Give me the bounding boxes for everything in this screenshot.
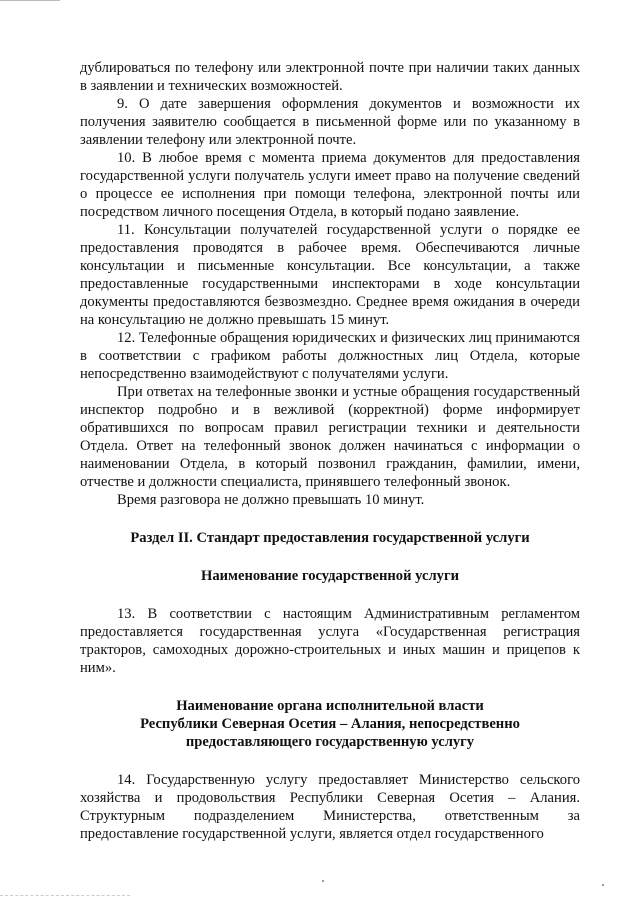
subheading-authority-line-3: предоставляющего государственную услугу	[185, 734, 475, 750]
spacer	[80, 677, 580, 697]
paragraph-12-phone-answers: При ответах на телефонные звонки и устные обращения государственный инспектор подробно и в вежливой (корректной) форме информирует обратившихся по вопросам правил регистрации техники и деятельности Отдела. Ответ на телефонный звонок должен начинаться с информации о наименовании Отдела, в который позвонил гражданин, фамилии, имени, отчестве и должности специалиста, принявшего телефонный звонок.	[80, 384, 580, 490]
spacer	[80, 751, 580, 771]
paragraph-12: 12. Телефонные обращения юридических и физических лиц принимаются в соответствии с графиком работы должностных лиц Отдела, которые непосредственно взаимодействуют с получателями услуги.	[80, 330, 580, 382]
paragraph-12-call-duration: Время разговора не должно превышать 10 минут.	[117, 492, 425, 508]
scan-speck	[602, 884, 604, 886]
paragraph-10: 10. В любое время с момента приема документов для предоставления государственной услуги получатель услуги имеет право на получение сведений о процессе ее исполнения при помощи телефона, электронной почты или посредством личного посещения Отдела, в который подано заявление.	[80, 150, 580, 220]
paragraph-14: 14. Государственную услугу предоставляет Министерство сельского хозяйства и продовольствия Республики Северная Осетия – Алания. Структурным подразделением Министерства, ответственным за предоставление государственной услуги, является отдел государственного	[80, 772, 580, 842]
paragraph-9: 9. О дате завершения оформления документов и возможности их получения заявителю сообщается в письменной форме или по указанному в заявлении телефону или электронной почте.	[80, 96, 580, 148]
subheading-authority-line-1: Наименование органа исполнительной власти	[176, 698, 484, 714]
subheading-authority-line-2: Республики Северная Осетия – Алания, непосредственно	[140, 716, 520, 732]
paragraph-11: 11. Консультации получателей государственной услуги о порядке ее предоставления проводятся в рабочее время. Обеспечиваются личные консультации и письменные консультации. Все консультации, а также предоставленные государственными инспекторами в ходе консультации документы предоставляются безвозмездно. Среднее время ожидания в очереди на консультацию не должно превышать 15 минут.	[80, 222, 580, 328]
paragraph-13: 13. В соответствии с настоящим Административным регламентом предоставляется государственная услуга «Государственная регистрация тракторов, самоходных дорожно-строительных и иных машин и прицепов к ним».	[80, 606, 580, 676]
section-title: Раздел II. Стандарт предоставления государственной услуги	[130, 530, 530, 546]
subheading-service-name: Наименование государственной услуги	[201, 568, 459, 584]
document-page	[80, 59, 580, 843]
paragraph-continuation: дублироваться по телефону или электронной почте при наличии таких данных в заявлении и технических возможностей.	[80, 60, 580, 94]
scan-speck	[322, 880, 324, 882]
spacer	[80, 585, 580, 605]
spacer	[80, 509, 580, 529]
spacer	[80, 547, 580, 567]
scan-edge-mark	[0, 895, 130, 901]
scan-edge-mark	[0, 0, 60, 6]
